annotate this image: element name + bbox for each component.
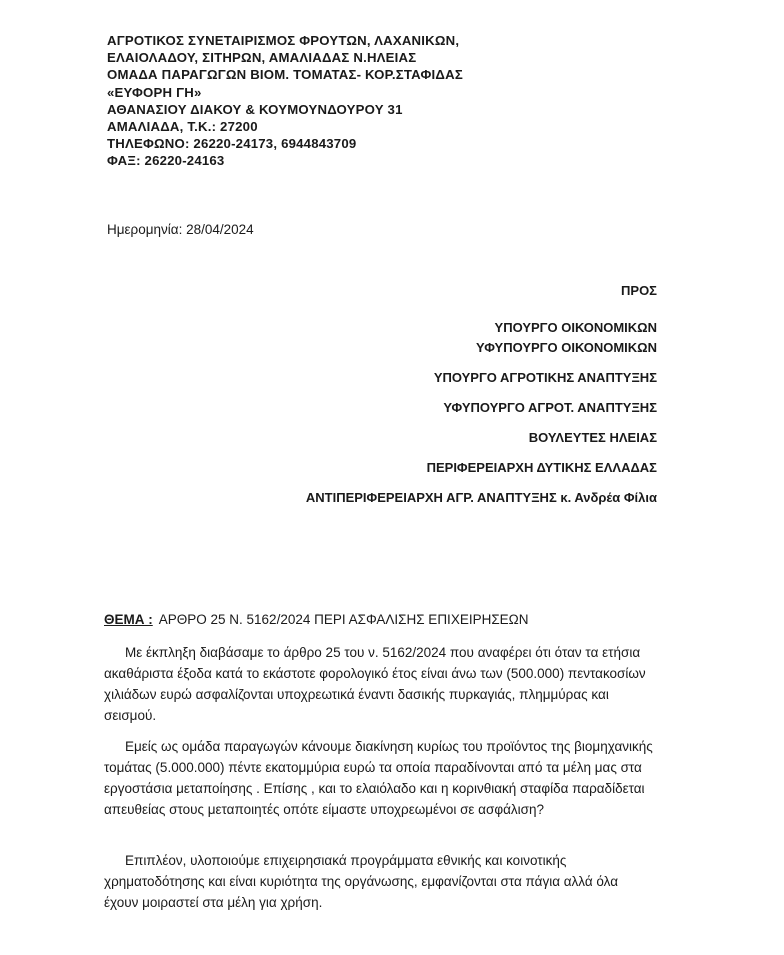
- recipient: ΥΦΥΠΟΥΡΓΟ ΟΙΚΟΝΟΜΙΚΩΝ: [476, 340, 657, 355]
- letterhead-line: ΑΓΡΟΤΙΚΟΣ ΣΥΝΕΤΑΙΡΙΣΜΟΣ ΦΡΟΥΤΩΝ, ΛΑΧΑΝΙΚΩΝ,: [107, 33, 460, 48]
- paragraph-text: Εμείς ως ομάδα παραγωγών κάνουμε διακίνηση κυρίως του προϊόντος της βιομηχανικής τομάτας (5.000.000) πέντε εκατομμύρια ευρώ τα οποία παραδίνονται από τα μέλη μας στα εργοστάσια μεταποίησης . Επίσης , και το ελαιόλαδο και η κορινθιακή σταφίδα παραδίδεται απευθείας στους μεταποιητές οπότε είμαστε υποχρεωμένοι σε ασφάλιση?: [104, 739, 653, 817]
- subject-label: ΘΕΜΑ :: [104, 612, 153, 627]
- letterhead-line: ΤΗΛΕΦΩΝΟ: 26220-24173, 6944843709: [107, 136, 357, 152]
- letterhead-line: ΦΑΞ: 26220-24163: [107, 153, 225, 169]
- recipient: ΥΠΟΥΡΓΟ ΟΙΚΟΝΟΜΙΚΩΝ: [494, 320, 657, 335]
- paragraph-text: Επιπλέον, υλοποιούμε επιχειρησιακά προγράμματα εθνικής και κοινοτικής χρηματοδότησης και είναι κυριότητα της οργάνωσης, εμφανίζονται στα πάγια αλλά όλα έχουν μοιραστεί στα μέλη για χρήση.: [104, 853, 619, 910]
- subject-line: [104, 612, 529, 627]
- letterhead-line: ΟΜΑΔΑ ΠΑΡΑΓΩΓΩΝ ΒΙΟΜ. ΤΟΜΑΤΑΣ- ΚΟΡ.ΣΤΑΦΙΔΑΣ: [107, 67, 463, 83]
- body-paragraph: [104, 736, 656, 820]
- subject-text: ΑΡΘΡΟ 25 Ν. 5162/2024 ΠΕΡΙ ΑΣΦΑΛΙΣΗΣ ΕΠΙΧΕΙΡΗΣΕΩΝ: [158, 612, 529, 627]
- letter-date: Ημερομηνία: 28/04/2024: [107, 222, 254, 237]
- paragraph-text: Με έκπληξη διαβάσαμε το άρθρο 25 του ν. 5162/2024 που αναφέρει ότι όταν τα ετήσια ακαθάριστα έξοδα κατά το εκάστοτε φορολογικό έτος είναι άνω των (500.000) πεντακοσίων χιλιάδων ευρώ ασφαλίζονται υποχρεωτικά έναντι δασικής πυρκαγιάς, πλημμύρας και σεισμού.: [104, 645, 646, 723]
- letterhead-line: ΕΛΑΙΟΛΑΔΟΥ, ΣΙΤΗΡΩΝ, ΑΜΑΛΙΑΔΑΣ Ν.ΗΛΕΙΑΣ: [107, 50, 417, 66]
- recipient: ΒΟΥΛΕΥΤΕΣ ΗΛΕΙΑΣ: [528, 430, 657, 445]
- body-paragraph: [104, 850, 656, 913]
- sender-letterhead: [107, 32, 463, 170]
- recipient: ΥΦΥΠΟΥΡΓΟ ΑΓΡΟΤ. ΑΝΑΠΤΥΞΗΣ: [443, 400, 657, 415]
- to-label: ΠΡΟΣ: [621, 283, 657, 298]
- body-paragraph: [104, 642, 656, 726]
- letterhead-line: «ΕΥΦΟΡΗ ΓΗ»: [107, 84, 202, 100]
- recipient: ΥΠΟΥΡΓΟ ΑΓΡΟΤΙΚΗΣ ΑΝΑΠΤΥΞΗΣ: [433, 370, 657, 385]
- recipient: ΠΕΡΙΦΕΡΕΙΑΡΧΗ ΔΥΤΙΚΗΣ ΕΛΛΑΔΑΣ: [426, 460, 657, 475]
- letterhead-line: ΑΘΑΝΑΣΙΟΥ ΔΙΑΚΟΥ & ΚΟΥΜΟΥΝΔΟΥΡΟΥ 31: [107, 101, 403, 117]
- recipient: ΑΝΤΙΠΕΡΙΦΕΡΕΙΑΡΧΗ ΑΓΡ. ΑΝΑΠΤΥΞΗΣ κ. Ανδρέα Φίλια: [305, 490, 657, 505]
- letterhead-line: ΑΜΑΛΙΑΔΑ, Τ.Κ.: 27200: [107, 119, 258, 135]
